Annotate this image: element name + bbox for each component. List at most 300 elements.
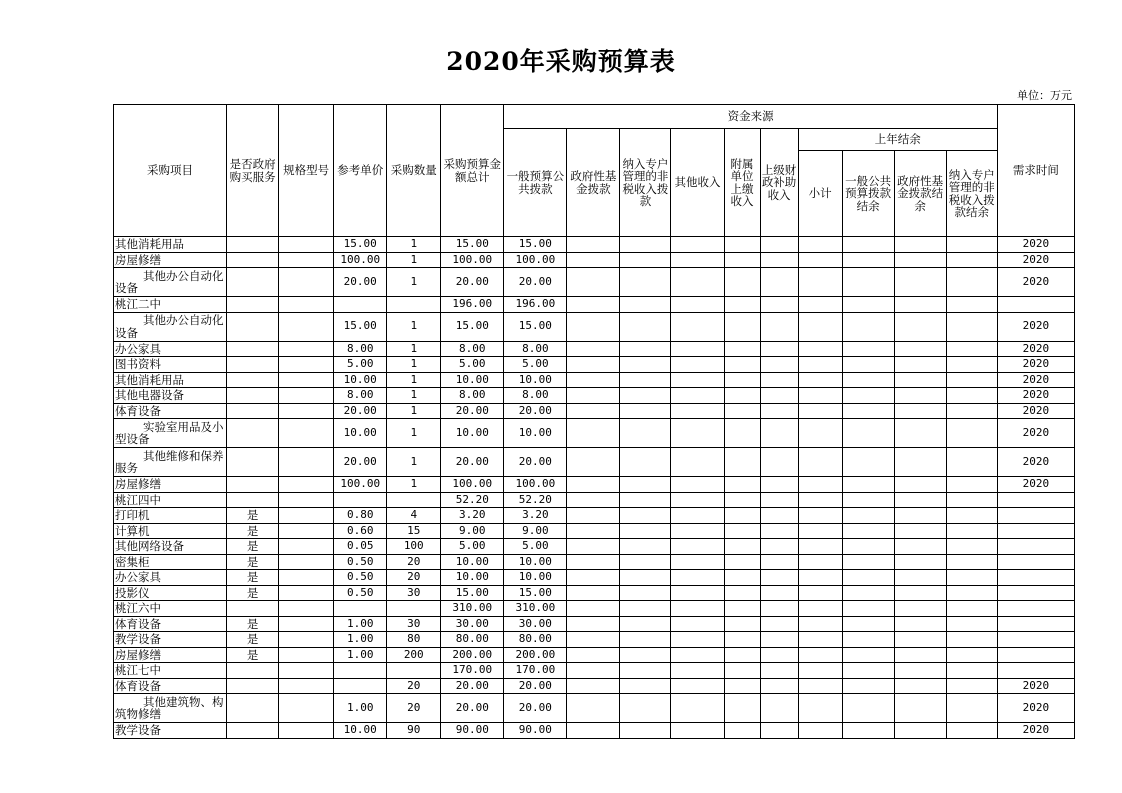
cell-gov-service: [227, 663, 279, 679]
table-row: [114, 723, 1075, 739]
cell-other-income: [671, 388, 724, 404]
cell-item: 其他建筑物、构筑物修缮: [114, 694, 227, 723]
cell-general-balance: [842, 419, 894, 448]
cell-model: [279, 419, 334, 448]
cell-gov-fund-balance: [894, 554, 946, 570]
cell-gov-fund-balance: [894, 237, 946, 253]
cell-item: 密集柜: [114, 554, 227, 570]
cell-total: 310.00: [441, 601, 504, 617]
cell-nontax-balance: [946, 448, 997, 477]
cell-total: 30.00: [441, 616, 504, 632]
cell-unit-price: [334, 663, 387, 679]
cell-total: 10.00: [441, 554, 504, 570]
cell-other-income: [671, 554, 724, 570]
cell-subtotal: [798, 403, 842, 419]
cell-nontax-special: [620, 419, 671, 448]
cell-gov-fund: [567, 388, 620, 404]
cell-item: 计算机: [114, 523, 227, 539]
cell-gov-fund-balance: [894, 372, 946, 388]
cell-affiliated-income: [724, 508, 760, 524]
cell-gov-fund-balance: [894, 663, 946, 679]
cell-gov-service: [227, 403, 279, 419]
table-row: [114, 585, 1075, 601]
cell-gov-fund: [567, 492, 620, 508]
cell-model: [279, 616, 334, 632]
cell-unit-price: 10.00: [334, 419, 387, 448]
cell-quantity: 30: [387, 585, 441, 601]
cell-other-income: [671, 678, 724, 694]
cell-subtotal: [798, 663, 842, 679]
header-general-budget: 一般预算公共拨款: [504, 129, 567, 237]
cell-general-budget: 20.00: [504, 403, 567, 419]
cell-unit-price: [334, 601, 387, 617]
cell-gov-fund: [567, 297, 620, 313]
cell-general-balance: [842, 632, 894, 648]
cell-affiliated-income: [724, 477, 760, 493]
cell-quantity: 1: [387, 237, 441, 253]
cell-total: 100.00: [441, 252, 504, 268]
cell-quantity: 15: [387, 523, 441, 539]
cell-general-balance: [842, 723, 894, 739]
cell-subtotal: [798, 523, 842, 539]
cell-general-budget: 8.00: [504, 341, 567, 357]
table-row: [114, 554, 1075, 570]
cell-general-balance: [842, 554, 894, 570]
cell-quantity: 1: [387, 357, 441, 373]
cell-nontax-special: [620, 570, 671, 586]
cell-unit-price: 100.00: [334, 252, 387, 268]
cell-affiliated-income: [724, 663, 760, 679]
cell-nontax-special: [620, 477, 671, 493]
cell-nontax-special: [620, 448, 671, 477]
cell-demand-time: 2020: [997, 388, 1074, 404]
cell-quantity: 1: [387, 372, 441, 388]
cell-nontax-balance: [946, 508, 997, 524]
cell-other-income: [671, 448, 724, 477]
cell-total: 20.00: [441, 694, 504, 723]
cell-demand-time: [997, 570, 1074, 586]
cell-gov-fund: [567, 357, 620, 373]
cell-superior-subsidy: [760, 632, 798, 648]
cell-nontax-balance: [946, 252, 997, 268]
cell-quantity: 30: [387, 616, 441, 632]
cell-total: 170.00: [441, 663, 504, 679]
header-nontax-balance: 纳入专户管理的非税收入拨款结余: [946, 151, 997, 237]
cell-subtotal: [798, 237, 842, 253]
cell-gov-service: [227, 448, 279, 477]
table-row: [114, 647, 1075, 663]
cell-gov-fund-balance: [894, 585, 946, 601]
cell-demand-time: [997, 663, 1074, 679]
cell-subtotal: [798, 694, 842, 723]
cell-unit-price: 0.60: [334, 523, 387, 539]
cell-superior-subsidy: [760, 341, 798, 357]
cell-item: 体育设备: [114, 678, 227, 694]
cell-demand-time: 2020: [997, 268, 1074, 297]
cell-gov-fund: [567, 403, 620, 419]
cell-gov-fund: [567, 237, 620, 253]
cell-quantity: 4: [387, 508, 441, 524]
header-demand-time: 需求时间: [997, 105, 1074, 237]
cell-subtotal: [798, 539, 842, 555]
cell-nontax-special: [620, 357, 671, 373]
header-item: 采购项目: [114, 105, 227, 237]
cell-nontax-balance: [946, 570, 997, 586]
cell-other-income: [671, 694, 724, 723]
cell-gov-service: [227, 388, 279, 404]
cell-gov-service: [227, 678, 279, 694]
table-row: [114, 492, 1075, 508]
cell-item: 体育设备: [114, 616, 227, 632]
cell-unit-price: 10.00: [334, 723, 387, 739]
cell-gov-service: 是: [227, 632, 279, 648]
cell-affiliated-income: [724, 585, 760, 601]
cell-quantity: 1: [387, 252, 441, 268]
cell-total: 10.00: [441, 372, 504, 388]
cell-general-budget: 20.00: [504, 268, 567, 297]
table-row: [114, 570, 1075, 586]
cell-quantity: [387, 663, 441, 679]
cell-other-income: [671, 663, 724, 679]
cell-subtotal: [798, 492, 842, 508]
cell-quantity: [387, 601, 441, 617]
cell-gov-fund: [567, 312, 620, 341]
cell-general-balance: [842, 647, 894, 663]
cell-subtotal: [798, 357, 842, 373]
cell-model: [279, 477, 334, 493]
cell-demand-time: 2020: [997, 357, 1074, 373]
budget-table: [113, 104, 1075, 739]
table-row: [114, 419, 1075, 448]
cell-affiliated-income: [724, 492, 760, 508]
cell-superior-subsidy: [760, 570, 798, 586]
cell-general-budget: 15.00: [504, 237, 567, 253]
cell-gov-service: 是: [227, 616, 279, 632]
cell-demand-time: [997, 616, 1074, 632]
unit-label: 单位：万元: [1017, 89, 1072, 102]
cell-item: 投影仪: [114, 585, 227, 601]
cell-model: [279, 632, 334, 648]
cell-gov-fund-balance: [894, 601, 946, 617]
cell-unit-price: 8.00: [334, 388, 387, 404]
cell-other-income: [671, 570, 724, 586]
cell-quantity: 1: [387, 341, 441, 357]
cell-gov-service: 是: [227, 554, 279, 570]
cell-total: 8.00: [441, 388, 504, 404]
table-row: [114, 632, 1075, 648]
cell-nontax-special: [620, 523, 671, 539]
header-general-balance: 一般公共预算拨款结余: [842, 151, 894, 237]
table-row: [114, 297, 1075, 313]
cell-general-budget: 80.00: [504, 632, 567, 648]
cell-nontax-balance: [946, 372, 997, 388]
cell-model: [279, 252, 334, 268]
table-row: [114, 539, 1075, 555]
table-row: [114, 448, 1075, 477]
cell-other-income: [671, 523, 724, 539]
cell-gov-service: [227, 341, 279, 357]
cell-item: 房屋修缮: [114, 477, 227, 493]
cell-item: 桃江六中: [114, 601, 227, 617]
cell-total: 80.00: [441, 632, 504, 648]
cell-gov-fund-balance: [894, 341, 946, 357]
cell-total: 10.00: [441, 419, 504, 448]
cell-item: 办公家具: [114, 341, 227, 357]
cell-gov-fund: [567, 616, 620, 632]
cell-superior-subsidy: [760, 297, 798, 313]
cell-superior-subsidy: [760, 492, 798, 508]
cell-gov-fund: [567, 585, 620, 601]
cell-gov-fund: [567, 678, 620, 694]
cell-nontax-balance: [946, 632, 997, 648]
cell-nontax-special: [620, 647, 671, 663]
cell-demand-time: [997, 601, 1074, 617]
cell-demand-time: [997, 632, 1074, 648]
cell-gov-service: [227, 297, 279, 313]
table-row: [114, 678, 1075, 694]
table-row: [114, 372, 1075, 388]
cell-superior-subsidy: [760, 372, 798, 388]
header-superior-subsidy: 上级财政补助收入: [760, 129, 798, 237]
cell-item: 其他办公自动化设备: [114, 268, 227, 297]
cell-nontax-balance: [946, 723, 997, 739]
cell-total: 20.00: [441, 678, 504, 694]
cell-subtotal: [798, 297, 842, 313]
cell-gov-fund-balance: [894, 678, 946, 694]
cell-general-balance: [842, 388, 894, 404]
cell-subtotal: [798, 252, 842, 268]
cell-item: 实验室用品及小型设备: [114, 419, 227, 448]
cell-general-balance: [842, 492, 894, 508]
cell-general-balance: [842, 523, 894, 539]
cell-general-budget: 8.00: [504, 388, 567, 404]
cell-affiliated-income: [724, 357, 760, 373]
cell-general-balance: [842, 678, 894, 694]
cell-gov-fund-balance: [894, 357, 946, 373]
cell-unit-price: 0.50: [334, 554, 387, 570]
cell-nontax-special: [620, 492, 671, 508]
cell-nontax-special: [620, 252, 671, 268]
cell-quantity: 20: [387, 570, 441, 586]
cell-general-balance: [842, 663, 894, 679]
cell-general-budget: 20.00: [504, 448, 567, 477]
cell-demand-time: [997, 585, 1074, 601]
cell-other-income: [671, 585, 724, 601]
cell-demand-time: [997, 523, 1074, 539]
cell-nontax-balance: [946, 694, 997, 723]
cell-gov-fund: [567, 341, 620, 357]
cell-gov-service: [227, 237, 279, 253]
cell-affiliated-income: [724, 388, 760, 404]
cell-demand-time: 2020: [997, 312, 1074, 341]
cell-nontax-special: [620, 403, 671, 419]
cell-demand-time: [997, 647, 1074, 663]
cell-gov-fund: [567, 419, 620, 448]
cell-gov-fund-balance: [894, 297, 946, 313]
cell-gov-fund: [567, 372, 620, 388]
cell-general-budget: 100.00: [504, 252, 567, 268]
cell-quantity: 1: [387, 312, 441, 341]
cell-gov-fund-balance: [894, 492, 946, 508]
cell-subtotal: [798, 554, 842, 570]
cell-general-budget: 20.00: [504, 694, 567, 723]
cell-general-balance: [842, 372, 894, 388]
cell-gov-fund-balance: [894, 312, 946, 341]
cell-demand-time: 2020: [997, 678, 1074, 694]
cell-model: [279, 357, 334, 373]
cell-item: 其他办公自动化设备: [114, 312, 227, 341]
cell-other-income: [671, 268, 724, 297]
cell-model: [279, 403, 334, 419]
cell-affiliated-income: [724, 268, 760, 297]
header-nontax-special: 纳入专户管理的非税收入拨款: [620, 129, 671, 237]
cell-superior-subsidy: [760, 403, 798, 419]
cell-nontax-special: [620, 312, 671, 341]
cell-subtotal: [798, 419, 842, 448]
cell-item: 教学设备: [114, 723, 227, 739]
cell-nontax-balance: [946, 663, 997, 679]
table-row: [114, 341, 1075, 357]
cell-nontax-special: [620, 663, 671, 679]
cell-gov-fund-balance: [894, 539, 946, 555]
cell-model: [279, 268, 334, 297]
cell-gov-fund: [567, 601, 620, 617]
cell-subtotal: [798, 570, 842, 586]
cell-affiliated-income: [724, 419, 760, 448]
cell-general-budget: 100.00: [504, 477, 567, 493]
cell-model: [279, 312, 334, 341]
cell-unit-price: 1.00: [334, 616, 387, 632]
cell-gov-fund: [567, 663, 620, 679]
cell-affiliated-income: [724, 237, 760, 253]
cell-nontax-special: [620, 585, 671, 601]
cell-demand-time: 2020: [997, 372, 1074, 388]
cell-general-balance: [842, 601, 894, 617]
cell-affiliated-income: [724, 678, 760, 694]
cell-affiliated-income: [724, 647, 760, 663]
cell-demand-time: 2020: [997, 419, 1074, 448]
page-title: 2020年采购预算表: [446, 47, 676, 76]
cell-nontax-balance: [946, 237, 997, 253]
cell-gov-fund-balance: [894, 508, 946, 524]
cell-general-budget: 200.00: [504, 647, 567, 663]
cell-nontax-balance: [946, 523, 997, 539]
cell-nontax-balance: [946, 357, 997, 373]
cell-model: [279, 508, 334, 524]
cell-affiliated-income: [724, 694, 760, 723]
cell-nontax-balance: [946, 616, 997, 632]
cell-superior-subsidy: [760, 508, 798, 524]
cell-gov-fund-balance: [894, 403, 946, 419]
cell-subtotal: [798, 312, 842, 341]
cell-other-income: [671, 601, 724, 617]
cell-gov-fund: [567, 647, 620, 663]
header-total: 采购预算金额总计: [441, 105, 504, 237]
cell-item: 体育设备: [114, 403, 227, 419]
cell-model: [279, 554, 334, 570]
cell-superior-subsidy: [760, 601, 798, 617]
cell-model: [279, 647, 334, 663]
cell-model: [279, 297, 334, 313]
cell-item: 桃江四中: [114, 492, 227, 508]
cell-subtotal: [798, 678, 842, 694]
header-affiliated-income: 附属单位上缴收入: [724, 129, 760, 237]
cell-gov-service: [227, 601, 279, 617]
cell-superior-subsidy: [760, 539, 798, 555]
cell-demand-time: 2020: [997, 694, 1074, 723]
cell-affiliated-income: [724, 312, 760, 341]
cell-nontax-special: [620, 237, 671, 253]
cell-subtotal: [798, 341, 842, 357]
cell-model: [279, 570, 334, 586]
cell-superior-subsidy: [760, 237, 798, 253]
cell-nontax-balance: [946, 341, 997, 357]
cell-gov-fund: [567, 252, 620, 268]
cell-total: 20.00: [441, 403, 504, 419]
cell-superior-subsidy: [760, 616, 798, 632]
cell-gov-fund-balance: [894, 694, 946, 723]
cell-general-balance: [842, 237, 894, 253]
cell-nontax-balance: [946, 678, 997, 694]
cell-gov-fund: [567, 523, 620, 539]
cell-other-income: [671, 312, 724, 341]
cell-gov-service: [227, 312, 279, 341]
cell-item: 打印机: [114, 508, 227, 524]
cell-gov-service: [227, 723, 279, 739]
cell-general-budget: 3.20: [504, 508, 567, 524]
cell-general-balance: [842, 585, 894, 601]
cell-model: [279, 523, 334, 539]
header-fund-source: 资金来源: [504, 105, 998, 129]
cell-unit-price: 5.00: [334, 357, 387, 373]
cell-gov-fund-balance: [894, 647, 946, 663]
cell-affiliated-income: [724, 403, 760, 419]
header-model: 规格型号: [279, 105, 334, 237]
cell-gov-fund: [567, 448, 620, 477]
header-gov-fund-balance: 政府性基金拨款结余: [894, 151, 946, 237]
cell-model: [279, 694, 334, 723]
cell-unit-price: 1.00: [334, 647, 387, 663]
cell-gov-fund-balance: [894, 448, 946, 477]
cell-general-budget: 15.00: [504, 585, 567, 601]
cell-gov-fund: [567, 539, 620, 555]
cell-general-budget: 196.00: [504, 297, 567, 313]
cell-superior-subsidy: [760, 647, 798, 663]
cell-subtotal: [798, 616, 842, 632]
cell-total: 196.00: [441, 297, 504, 313]
cell-gov-fund: [567, 554, 620, 570]
cell-nontax-special: [620, 341, 671, 357]
cell-item: 教学设备: [114, 632, 227, 648]
cell-gov-fund-balance: [894, 419, 946, 448]
cell-total: 5.00: [441, 539, 504, 555]
cell-general-balance: [842, 694, 894, 723]
header-quantity: 采购数量: [387, 105, 441, 237]
cell-general-budget: 5.00: [504, 357, 567, 373]
cell-general-balance: [842, 477, 894, 493]
cell-gov-fund-balance: [894, 570, 946, 586]
table-row: [114, 312, 1075, 341]
cell-affiliated-income: [724, 539, 760, 555]
cell-superior-subsidy: [760, 268, 798, 297]
cell-quantity: 1: [387, 419, 441, 448]
cell-affiliated-income: [724, 616, 760, 632]
cell-nontax-balance: [946, 539, 997, 555]
cell-nontax-special: [620, 694, 671, 723]
cell-total: 20.00: [441, 268, 504, 297]
cell-gov-service: [227, 268, 279, 297]
cell-other-income: [671, 419, 724, 448]
